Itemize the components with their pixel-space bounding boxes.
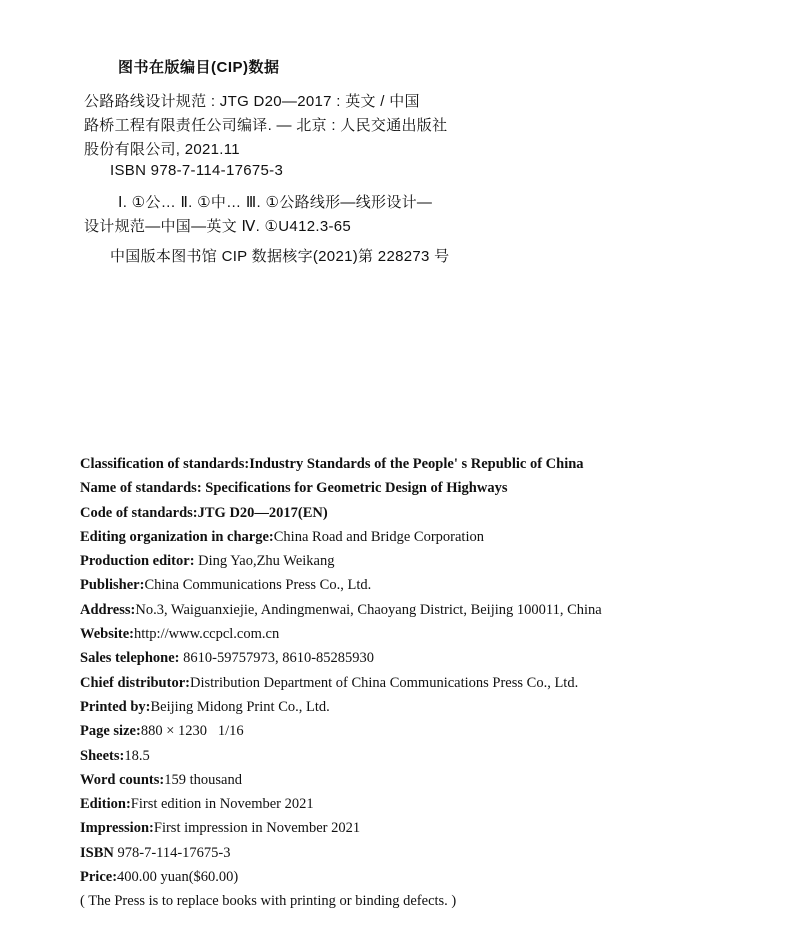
colophon-separator: :: [125, 796, 131, 813]
colophon-value: Industry Standards of the People' s Republic of China: [249, 456, 584, 472]
colophon-label: Name of standards: [80, 480, 197, 497]
colophon-value: First impression in November 2021: [153, 820, 361, 837]
cip-line-classification-1: Ⅰ. ①公… Ⅱ. ①中… Ⅲ. ①公路线形—线形设计—: [118, 194, 433, 211]
colophon-label: Word counts: [80, 771, 160, 788]
colophon-row: [80, 646, 760, 670]
colophon-value: China Road and Bridge Corporation: [273, 528, 484, 545]
cip-line-isbn: ISBN 978-7-114-17675-3: [110, 162, 284, 179]
cip-line-2: 路桥工程有限责任公司编译. — 北京 : 人民交通出版社: [84, 117, 448, 134]
cip-line-classification-2: 设计规范—中国—英文 Ⅳ. ①U412.3-65: [84, 218, 352, 235]
colophon-block: [80, 452, 760, 914]
colophon-value: Distribution Department of China Communications Press Co., Ltd.: [189, 674, 579, 691]
colophon-value: Beijing Midong Print Co., Ltd.: [150, 698, 330, 715]
colophon-value: 978-7-114-17675-3: [117, 844, 231, 861]
colophon-value: 8610-59757973, 8610-85285930: [183, 650, 375, 667]
colophon-label: Editing organization in charge: [80, 528, 269, 545]
colophon-label: Printed by: [80, 698, 146, 715]
replacement-note: ( The Press is to replace books with printing or binding defects. ): [80, 893, 457, 910]
colophon-label: Impression: [80, 820, 150, 837]
colophon-label: Website: [80, 626, 130, 643]
colophon-row: [80, 816, 760, 840]
colophon-label: Price: [80, 869, 113, 886]
colophon-row: [80, 501, 760, 525]
colophon-row: [80, 744, 760, 768]
colophon-separator: :: [185, 674, 190, 691]
colophon-separator: :: [112, 869, 118, 886]
cip-line-1: 公路路线设计规范 : JTG D20—2017 : 英文 / 中国: [84, 93, 420, 110]
colophon-separator: :: [196, 480, 206, 497]
colophon-row: [80, 622, 760, 646]
colophon-row: [80, 476, 760, 500]
colophon-row: [80, 695, 760, 719]
colophon-row: [80, 768, 760, 792]
colophon-row: [80, 792, 760, 816]
colophon-label: Address: [80, 601, 131, 618]
colophon-value: JTG D20—2017(EN): [197, 504, 328, 521]
colophon-value: 880 × 1230 1/16: [140, 723, 244, 740]
colophon-label: Chief distributor: [80, 674, 186, 691]
colophon-separator: :: [139, 577, 145, 594]
colophon-label: Production editor: [80, 553, 190, 570]
colophon-value: Ding Yao,Zhu Weikang: [198, 553, 335, 570]
cip-line-verification: 中国版本图书馆 CIP 数据核字(2021)第 228273 号: [110, 248, 450, 265]
colophon-label: Page size: [80, 723, 136, 740]
colophon-separator: :: [189, 553, 199, 570]
website-link: http://www.ccpcl.com.cn: [133, 626, 280, 643]
colophon-row: [80, 525, 760, 549]
colophon-label: Sales telephone: [80, 650, 175, 667]
colophon-value: 18.5: [124, 747, 150, 764]
colophon-row: [80, 598, 760, 622]
colophon-separator: :: [145, 698, 151, 715]
colophon-row: [80, 719, 760, 743]
colophon-label: Code of standards: [80, 504, 193, 521]
colophon-row: [80, 452, 760, 476]
colophon-value: 159 thousand: [164, 771, 242, 788]
colophon-value: China Communications Press Co., Ltd.: [144, 577, 372, 594]
colophon-separator: :: [174, 650, 184, 667]
colophon-row: [80, 549, 760, 573]
colophon-separator: :: [129, 626, 134, 643]
colophon-separator: :: [192, 504, 198, 521]
colophon-label: Publisher: [80, 577, 140, 594]
colophon-separator: :: [244, 456, 250, 472]
colophon-separator: :: [268, 528, 274, 545]
colophon-label: Edition: [80, 796, 126, 813]
colophon-row: [80, 573, 760, 597]
colophon-separator: :: [130, 601, 136, 618]
colophon-label: Classification of standards: [80, 456, 245, 472]
colophon-separator: :: [159, 771, 165, 788]
cip-heading: 图书在版编目(CIP)数据: [118, 59, 280, 76]
colophon-value: 400.00 yuan($60.00): [117, 869, 239, 886]
colophon-value: No.3, Waiguanxiejie, Andingmenwai, Chaoyang District, Beijing 100011, China: [135, 601, 602, 618]
colophon-row: [80, 841, 760, 865]
colophon-separator: :: [135, 723, 141, 740]
colophon-separator: :: [149, 820, 154, 837]
colophon-row: [80, 671, 760, 695]
colophon-label: ISBN: [80, 844, 114, 861]
colophon-value: Specifications for Geometric Design of Highways: [205, 480, 508, 497]
colophon-value: First edition in November 2021: [130, 796, 314, 813]
colophon-row: [80, 865, 760, 889]
colophon-separator: :: [119, 747, 125, 764]
cip-line-3: 股份有限公司, 2021.11: [84, 141, 240, 158]
colophon-label: Sheets: [80, 747, 120, 764]
